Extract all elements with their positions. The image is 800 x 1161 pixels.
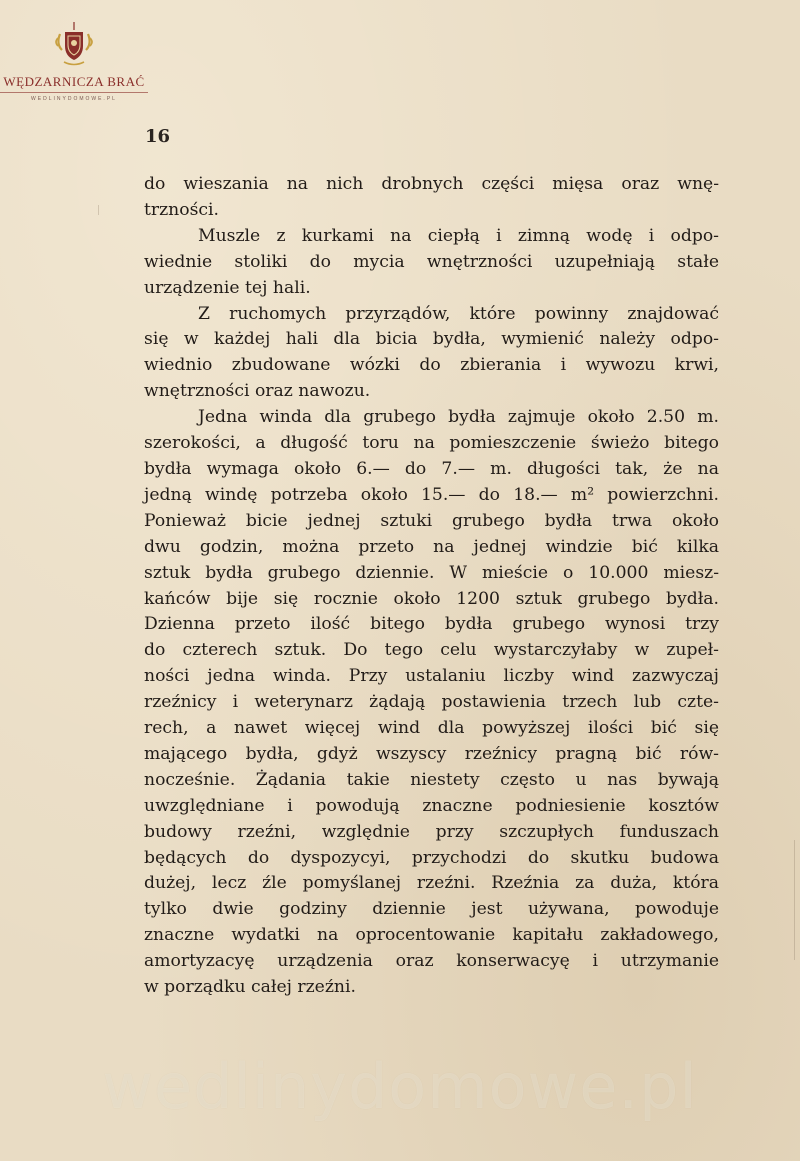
crest-icon <box>52 20 96 68</box>
publisher-logo <box>0 12 148 100</box>
paragraph <box>144 405 719 1001</box>
text-line: wnętrzności oraz nawozu. <box>144 381 371 402</box>
text-line: sztuk bydła grubego dziennie. W mieście o 10.000 miesz- <box>144 562 719 583</box>
page-number: 16 <box>145 126 171 147</box>
text-line: budowy rzeźni, względnie przy szczupłych funduszach <box>144 821 719 842</box>
margin-mark <box>794 840 795 960</box>
text-line: w porządku całej rzeźni. <box>144 977 356 998</box>
text-line: Dzienna przeto ilość bitego bydła grubego wynosi trzy <box>144 614 719 635</box>
text-line: Jedna winda dla grubego bydła zajmuje około 2.50 m. <box>198 407 719 428</box>
text-line: kańców bije się rocznie około 1200 sztuk grubego bydła. <box>144 588 719 609</box>
paragraph <box>144 172 719 224</box>
text-line: urządzenie tej hali. <box>144 277 311 298</box>
text-line: do wieszania na nich drobnych części mięsa oraz wnę- <box>144 174 719 194</box>
text-line: Z ruchomych przyrządów, które powinny znajdować <box>198 303 719 324</box>
text-line: tylko dwie godziny dziennie jest używana, powoduje <box>144 899 719 920</box>
text-line: Muszle z kurkami na ciepłą i zimną wodę i odpo- <box>198 225 719 246</box>
text-line: bydła wymaga około 6.— do 7.— m. długości tak, że na <box>144 458 719 479</box>
logo-divider <box>0 92 148 93</box>
text-line: nocześnie. Żądania takie niestety często u nas bywają <box>144 769 719 790</box>
text-line: dużej, lecz źle pomyślanej rzeźni. Rzeźnia za duża, która <box>144 873 719 894</box>
body-text <box>144 172 719 1001</box>
text-line: znaczne wydatki na oprocentowanie kapitału zakładowego, <box>144 925 719 946</box>
text-line: szerokości, a długość toru na pomieszczenie świeżo bitego <box>144 433 719 454</box>
logo-name: WĘDZARNICZA BRAĆ <box>3 74 145 89</box>
text-line: do czterech sztuk. Do tego celu wystarczyłaby w zupeł- <box>144 640 719 661</box>
paragraph <box>144 302 719 406</box>
paragraph <box>144 224 719 302</box>
watermark: wedlinydomowe.pl <box>102 1050 698 1123</box>
text-line: wiednie stoliki do mycia wnętrzności uzupełniają stałe <box>144 251 719 272</box>
text-line: będących do dyspozycyi, przychodzi do skutku budowa <box>144 847 719 868</box>
logo-subtitle: WEDLINYDOMOWE.PL <box>31 96 117 102</box>
margin-mark <box>98 205 99 215</box>
text-line: Ponieważ bicie jednej sztuki grubego bydła trwa około <box>144 510 719 531</box>
text-line: rzeźnicy i weterynarz żądają postawienia trzech lub czte- <box>144 692 719 713</box>
text-line: wiednio zbudowane wózki do zbierania i wywozu krwi, <box>144 355 719 376</box>
text-line: jedną windę potrzeba około 15.— do 18.— m² powierzchni. <box>144 484 719 505</box>
text-line: dwu godzin, można przeto na jednej windzie bić kilka <box>144 536 719 557</box>
text-line: mającego bydła, gdyż wszyscy rzeźnicy pragną bić rów- <box>144 743 719 764</box>
text-line: trzności. <box>144 199 220 220</box>
text-line: rech, a nawet więcej wind dla powyższej ilości bić się <box>144 718 719 739</box>
text-line: ności jedna winda. Przy ustalaniu liczby wind zazwyczaj <box>144 666 719 687</box>
text-line: uwzględniane i powodują znaczne podniesienie kosztów <box>144 795 719 816</box>
text-line: amortyzacyę urządzenia oraz konserwacyę i utrzymanie <box>144 951 719 972</box>
text-line: się w każdej hali dla bicia bydła, wymienić należy odpo- <box>144 329 719 350</box>
